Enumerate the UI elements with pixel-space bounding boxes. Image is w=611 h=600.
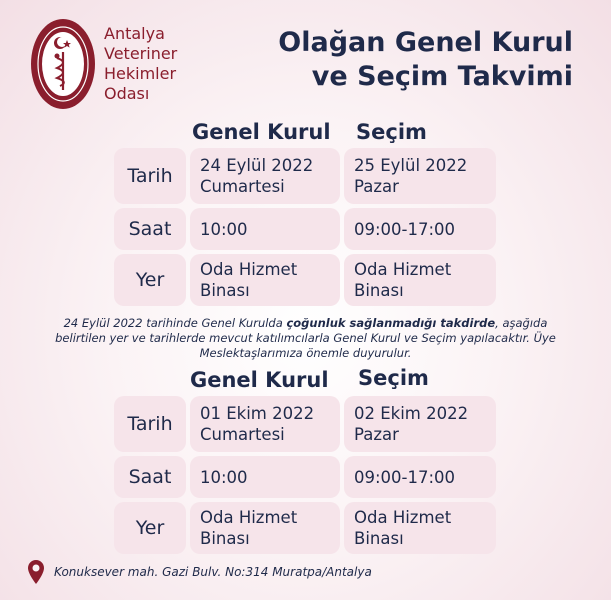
table-row	[114, 396, 496, 452]
cell-line: 24 Eylül 2022	[200, 156, 314, 175]
cell-line: Binası	[200, 529, 250, 548]
cell-line: Cumartesi	[200, 425, 285, 444]
genel-kurul-place-cell	[190, 254, 340, 306]
cell-line: Binası	[354, 281, 404, 300]
org-line: Antalya	[104, 24, 165, 43]
cell-line: Pazar	[354, 177, 399, 196]
table-row	[114, 254, 496, 306]
row-label: Yer	[114, 254, 186, 306]
genel-kurul-time-cell	[190, 456, 340, 498]
cell-line: 01 Ekim 2022	[200, 404, 315, 423]
org-line: Veteriner	[104, 44, 178, 63]
cell-line: 10:00	[200, 467, 248, 487]
row-label: Tarih	[114, 396, 186, 452]
cell-line: Cumartesi	[200, 177, 285, 196]
organization-name	[104, 24, 177, 104]
cell-line: Oda Hizmet	[200, 260, 298, 279]
table-row	[114, 148, 496, 204]
column-header-secim: Seçim	[358, 366, 429, 390]
location-pin-icon	[28, 560, 44, 584]
notice-emphasis: çoğunluk sağlanmadığı takdirde	[286, 316, 496, 330]
table-row	[114, 502, 496, 554]
column-header-secim: Seçim	[356, 120, 427, 144]
genel-kurul-place-cell	[190, 502, 340, 554]
address-bar	[28, 560, 372, 584]
secim-date-cell	[344, 148, 496, 204]
cell-line: 25 Eylül 2022	[354, 156, 468, 175]
title-line: Olağan Genel Kurul	[278, 27, 573, 58]
column-header-genel-kurul: Genel Kurul	[192, 120, 331, 144]
table-row	[114, 456, 496, 498]
cell-line: Binası	[354, 529, 404, 548]
secim-date-cell	[344, 396, 496, 452]
column-header-genel-kurul: Genel Kurul	[190, 368, 329, 392]
title-line: ve Seçim Takvimi	[311, 61, 573, 92]
cell-line: Oda Hizmet	[200, 508, 298, 527]
genel-kurul-time-cell	[190, 208, 340, 250]
genel-kurul-date-cell	[190, 396, 340, 452]
secim-time-cell	[344, 208, 496, 250]
row-label: Tarih	[114, 148, 186, 204]
secim-place-cell	[344, 254, 496, 306]
org-line: Hekimler	[104, 64, 177, 83]
cell-line: Binası	[200, 281, 250, 300]
genel-kurul-date-cell	[190, 148, 340, 204]
cell-line: Pazar	[354, 425, 399, 444]
page-title	[278, 26, 573, 94]
schedule-table-2	[114, 366, 496, 554]
secim-time-cell	[344, 456, 496, 498]
row-label: Saat	[114, 208, 186, 250]
org-line: Odası	[104, 84, 150, 103]
cell-line: Oda Hizmet	[354, 508, 452, 527]
cell-line: 09:00-17:00	[354, 219, 456, 239]
cell-line: Oda Hizmet	[354, 260, 452, 279]
notice-part: , aşağıda belirtilen yer ve tarihlerde mevcut katılımcılarla Genel Kurul ve Seçim yapılacaktır. Üye Meslektaşlarımıza önemle duyurulur.	[55, 316, 556, 360]
secim-place-cell	[344, 502, 496, 554]
notice-part: 24 Eylül 2022 tarihinde Genel Kurulda	[63, 316, 287, 330]
cell-line: 02 Ekim 2022	[354, 404, 469, 423]
cell-line: 10:00	[200, 219, 248, 239]
table-row	[114, 208, 496, 250]
cell-line: 09:00-17:00	[354, 467, 456, 487]
organization-logo	[30, 18, 96, 110]
schedule-table-1	[114, 118, 496, 306]
address-text: Konuksever mah. Gazi Bulv. No:314 Muratpa/Antalya	[54, 565, 372, 579]
notice-text	[40, 316, 571, 361]
row-label: Yer	[114, 502, 186, 554]
row-label: Saat	[114, 456, 186, 498]
